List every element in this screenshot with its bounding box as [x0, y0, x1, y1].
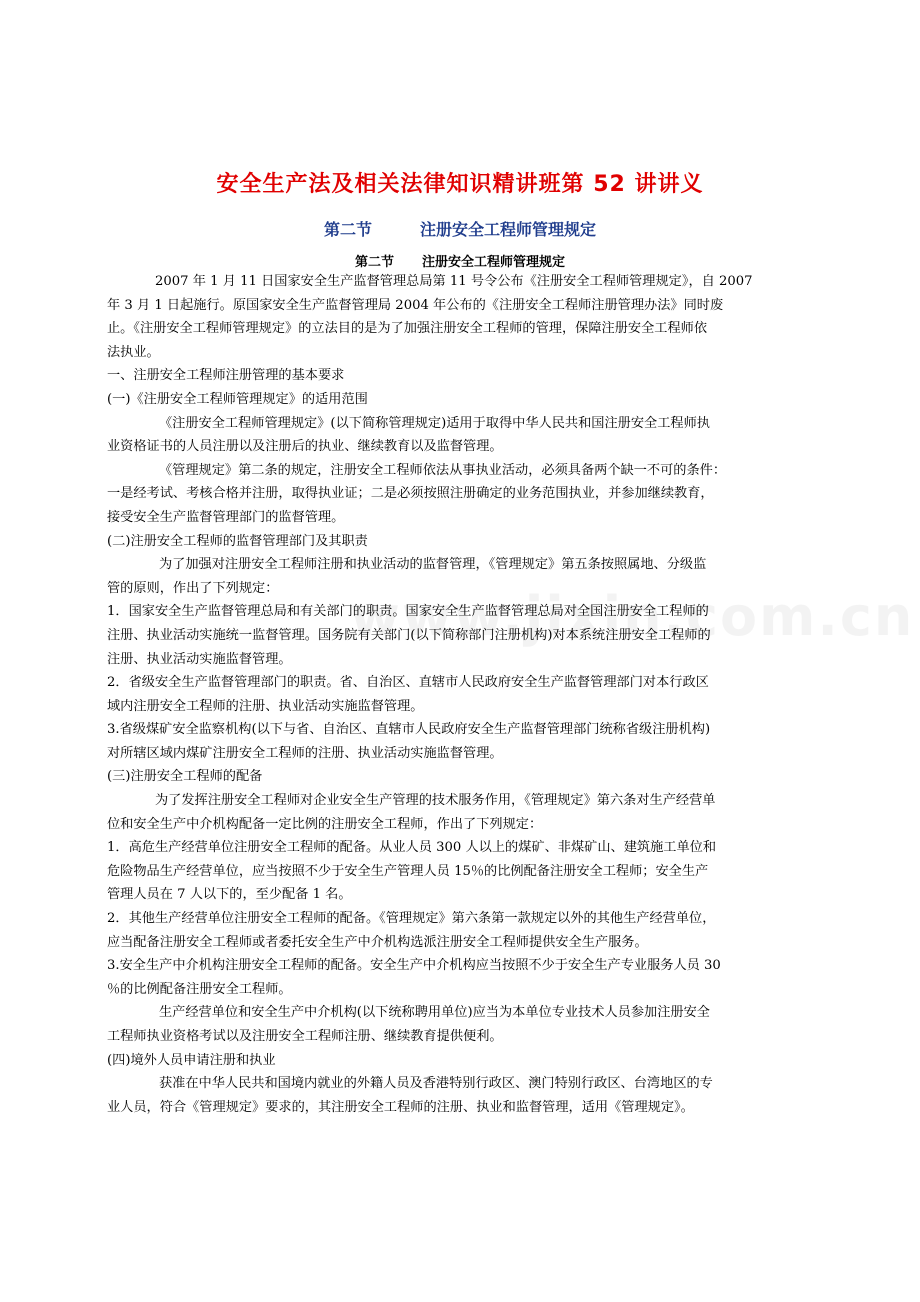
subtitle-section-name: 注册安全工程师管理规定	[420, 220, 597, 239]
body-line: 获准在中华人民共和国境内就业的外籍人员及香港特别行政区、澳门特别行政区、台湾地区的专	[159, 1076, 713, 1092]
body-line: 位和安全生产中介机构配备一定比例的注册安全工程师，作出了下列规定：	[107, 816, 543, 832]
body-line: 止。《注册安全工程师管理规定》的立法目的是为了加强注册安全工程师的管理，保障注册安全工程师依	[107, 321, 708, 337]
body-line: (三)注册安全工程师的配备	[107, 769, 263, 785]
body-line: 应当配备注册安全工程师或者委托安全生产中介机构选派注册安全工程师提供安全生产服务。	[107, 934, 648, 950]
body-line: 法执业。	[107, 344, 160, 360]
body-line: 生产经营单位和安全生产中介机构(以下统称聘用单位)应当为本单位专业技术人员参加注册安全	[159, 1005, 710, 1021]
body-line: 管理人员在 7 人以下的，至少配备 1 名。	[107, 887, 352, 903]
body-line: 1．高危生产经营单位注册安全工程师的配备。从业人员 300 人以上的煤矿、非煤矿山、建筑施工单位和	[107, 840, 717, 856]
heading-section-name: 注册安全工程师管理规定	[422, 255, 566, 270]
body-line: 为了加强对注册安全工程师注册和执业活动的监督管理，《管理规定》第五条按照属地、分级监	[159, 557, 707, 573]
body-line: 2007 年 1 月 11 日国家安全生产监督管理总局第 11 号令公布《注册安全工程师管理规定》，自 2007	[155, 274, 753, 289]
body-line: 危险物品生产经营单位，应当按照不少于安全生产管理人员 15％的比例配备注册安全工程师；安全生产	[107, 863, 709, 879]
body-line: ％的比例配备注册安全工程师。	[107, 981, 292, 997]
body-line: 注册、执业活动实施监督管理。	[107, 651, 292, 667]
body-line: 工程师执业资格考试以及注册安全工程师注册、继续教育提供便利。	[107, 1029, 503, 1044]
body-line: 《注册安全工程师管理规定》(以下简称管理规定)适用于取得中华人民共和国注册安全工程师执	[159, 415, 710, 431]
body-line: 3.安全生产中介机构注册安全工程师的配备。安全生产中介机构应当按照不少于安全生产专业服务人员 30	[107, 958, 721, 974]
section-subtitle	[0, 217, 920, 240]
body-line: (四)境外人员申请注册和执业	[107, 1052, 276, 1068]
body-line: 业资格证书的人员注册以及注册后的执业、继续教育以及监督管理。	[107, 439, 503, 455]
body-line: 为了发挥注册安全工程师对企业安全生产管理的技术服务作用，《管理规定》第六条对生产经营单	[155, 793, 716, 809]
body-line: 年 3 月 1 日起施行。原国家安全生产监督管理局 2004 年公布的《注册安全工程师注册管理办法》同时废	[107, 297, 724, 313]
document-body	[107, 270, 811, 1150]
body-line: 业人员，符合《管理规定》要求的，其注册安全工程师的注册、执业和监督管理，适用《管理规定》。	[107, 1099, 694, 1115]
body-line: 2．其他生产经营单位注册安全工程师的配备。《管理规定》第六条第一款规定以外的其他生产经营单位，	[107, 911, 716, 927]
body-line: (二)注册安全工程师的监督管理部门及其职责	[107, 533, 368, 549]
body-line: 一是经考试、考核合格并注册，取得执业证；二是必须按照注册确定的业务范围执业，并参加继续教育，	[107, 486, 714, 502]
subtitle-section-number: 第二节	[323, 220, 372, 239]
body-line: 域内注册安全工程师的注册、执业活动实施监督管理。	[107, 698, 424, 714]
body-line: (一)《注册安全工程师管理规定》的适用范围	[107, 391, 368, 407]
body-line: 《管理规定》第二条的规定，注册安全工程师依法从事执业活动，必须具备两个缺一不可的条件：	[159, 462, 727, 478]
body-line: 对所辖区域内煤矿注册安全工程师的注册、执业活动实施监督管理。	[107, 745, 503, 761]
document-title: 安全生产法及相关法律知识精讲班第 52 讲讲义	[216, 172, 704, 197]
body-line: 注册、执业活动实施统一监督管理。国务院有关部门(以下简称部门注册机构)对本系统注册安全工程师的	[107, 627, 711, 643]
body-line: 管的原则，作出了下列规定：	[107, 580, 279, 596]
heading-section-number: 第二节	[354, 255, 394, 270]
body-line: 接受安全生产监督管理部门的监督管理。	[107, 509, 345, 525]
section-heading	[0, 251, 920, 270]
body-line: 1．国家安全生产监督管理总局和有关部门的职责。国家安全生产监督管理总局对全国注册安全工程师的	[107, 604, 709, 620]
body-line: 一、注册安全工程师注册管理的基本要求	[107, 368, 345, 384]
body-line: 3.省级煤矿安全监察机构(以下与省、自治区、直辖市人民政府安全生产监督管理部门统称省级注册机构)	[107, 722, 711, 738]
body-line: 2．省级安全生产监督管理部门的职责。省、自治区、直辖市人民政府安全生产监督管理部门对本行政区	[107, 675, 709, 691]
